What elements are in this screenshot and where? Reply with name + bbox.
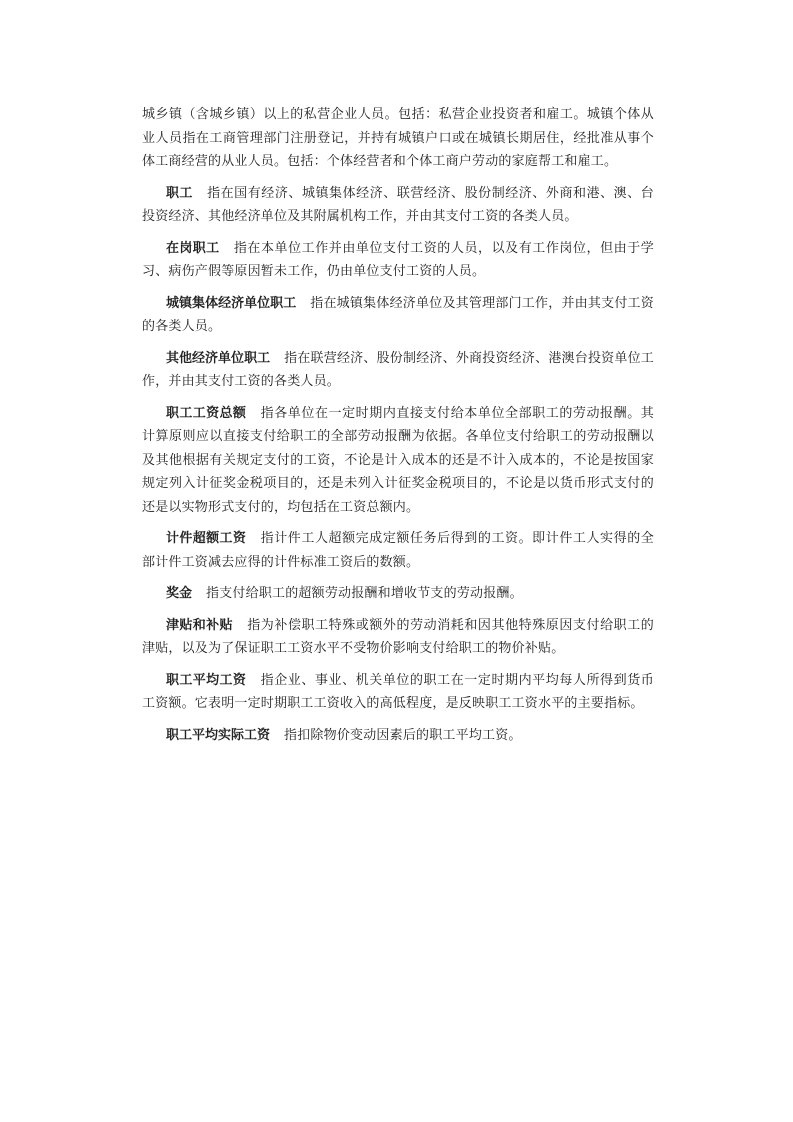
definition-text: 指企业、事业、机关单位的职工在一定时期内平均每人所得到货币工资额。它表明一定时期职工工资收入的高低程度，是反映职工工资水平的主要指标。 [142,672,654,711]
definition-term: 职工平均工资 [166,672,247,688]
definition-paragraph [142,292,654,339]
definition-text: 指各单位在一定时期内直接支付给本单位全部职工的劳动报酬。其计算原则应以直接支付给职工的全部劳动报酬为依据。各单位支付给职工的劳动报酬以及其他根据有关规定支付的工资，不论是计入成本的还是不计入成本的，不论是按国家规定列入计征奖金税项目的，还是未列入计征奖金税项目的，不论是以货币形式支付的还是以实物形式支付的，均包括在工资总额内。 [142,405,654,515]
definition-text: 指在联营经济、股份制经济、外商投资经济、港澳台投资单位工作，并由其支付工资的各类人员。 [142,350,654,389]
definition-term: 奖金 [166,586,193,601]
definition-paragraph [142,614,654,661]
definition-paragraph [142,237,654,284]
definition-text: 指为补偿职工特殊或额外的劳动消耗和因其他特殊原因支付给职工的津贴，以及为了保证职工工资水平不受物价影响支付给职工的物价补贴。 [142,617,654,656]
definition-paragraph [142,402,654,520]
definition-term: 职工工资总额 [166,405,247,421]
definition-text: 指支付给职工的超额劳动报酬和增收节支的劳动报酬。 [206,586,523,601]
definition-term: 职工 [166,185,193,201]
definition-paragraph [142,724,654,748]
definition-text: 指在城镇集体经济单位及其管理部门工作，并由其支付工资的各类人员。 [142,295,654,334]
definition-term: 津贴和补贴 [166,617,233,633]
definition-term: 计件超额工资 [166,531,247,546]
definition-text: 指在国有经济、城镇集体经济、联营经济、股份制经济、外商和港、澳、台投资经济、其他经济单位及其附属机构工作，并由其支付工资的各类人员。 [142,185,654,224]
document-page [142,103,654,755]
definition-term: 其他经济单位职工 [166,350,271,366]
definition-text: 指在本单位工作并由单位支付工资的人员，以及有工作岗位，但由于学习、病伤产假等原因暂未工作，仍由单位支付工资的人员。 [142,240,654,279]
definition-text: 指计件工人超额完成定额任务后得到的工资。即计件工人实得的全部计件工资减去应得的计件标准工资后的数额。 [142,531,654,570]
definition-paragraph [142,527,654,574]
intro-paragraph: 城乡镇（含城乡镇）以上的私营企业人员。包括：私营企业投资者和雇工。城镇个体从业人员指在工商管理部门注册登记，并持有城镇户口或在城镇长期居住，经批准从事个体工商经营的从业人员。包括：个体经营者和个体工商户劳动的家庭帮工和雇工。 [142,107,654,169]
definition-paragraph [142,182,654,229]
definition-term: 在岗职工 [166,240,220,256]
definition-paragraph [142,347,654,394]
definition-term: 城镇集体经济单位职工 [166,295,297,311]
definition-paragraph [142,669,654,716]
definition-term: 职工平均实际工资 [166,727,271,743]
definition-paragraph [142,582,654,606]
definition-text: 指扣除物价变动因素后的职工平均工资。 [284,727,522,743]
